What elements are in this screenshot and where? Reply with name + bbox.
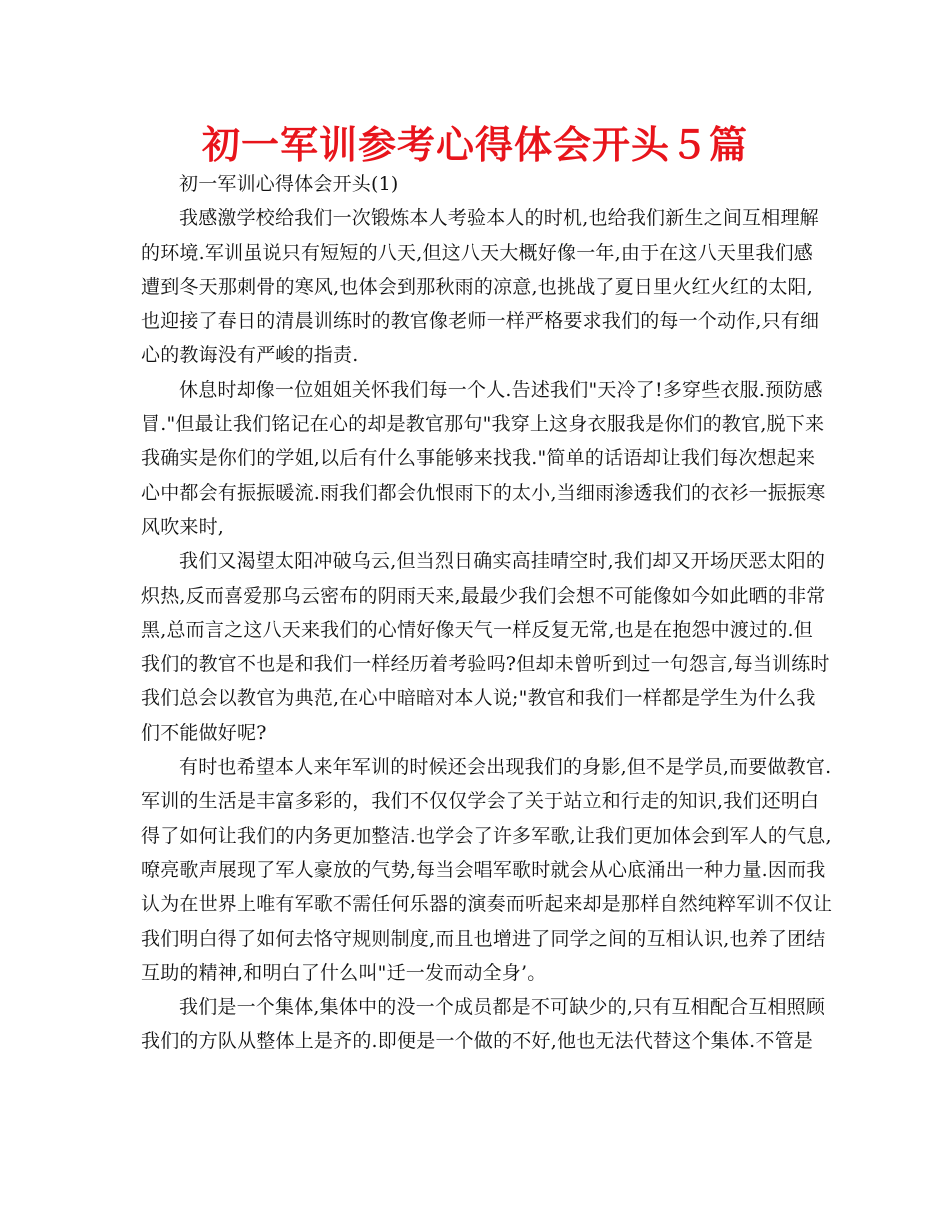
- text-line: 炽热,反而喜爱那乌云密布的阴雨天来,最最少我们会想不可能像如今如此晒的非常: [141, 584, 826, 607]
- text-line: 军训的生活是丰富多彩的，我们不仅仅学会了关于站立和行走的知识,我们还明白: [141, 790, 820, 813]
- text-line: 风吹来时,: [141, 515, 225, 538]
- document-title: 初一军训参考心得体会开头５篇: [201, 123, 748, 167]
- text-line: 嘹亮歌声展现了军人豪放的气势,每当会唱军歌时就会从心底涌出一种力量.因而我: [141, 858, 826, 881]
- text-line: 遭到冬天那刺骨的寒风,也体会到那秋雨的凉意,也挑战了夏日里火红火红的太阳,: [141, 275, 813, 298]
- text-line: 我们是一个集体,集体中的没一个成员都是不可缺少的,只有互相配合互相照顾: [179, 996, 826, 1019]
- text-line: 们不能做好呢?: [141, 721, 267, 744]
- text-line: 休息时却像一位姐姐关怀我们每一个人.告述我们"天冷了!多穿些衣服.预防感: [179, 378, 823, 401]
- text-line: 认为在世界上唯有军歌不需任何乐器的演奏而听起来却是那样自然纯粹军训不仅让: [141, 893, 833, 916]
- text-line: 黑,总而言之这八天来我们的心情好像天气一样反复无常,也是在抱怨中渡过的.但: [141, 618, 813, 641]
- text-line: 冒."但最让我们铭记在心的却是教官那句"我穿上这身衣服我是你们的教官,脱下来: [141, 413, 825, 436]
- text-line: 得了如何让我们的内务更加整洁.也学会了许多军歌,让我们更加体会到军人的气息,: [141, 824, 832, 847]
- text-line: 也迎接了春日的清晨训练时的教官像老师一样严格要求我们的每一个动作,只有细: [141, 310, 820, 333]
- text-line: 我确实是你们的学姐,以后有什么事能够来找我."简单的话语却让我们每次想起来: [141, 447, 816, 470]
- text-line: 我感激学校给我们一次锻炼本人考验本人的时机,也给我们新生之间互相理解: [179, 207, 819, 230]
- text-line: 的环境.军训虽说只有短短的八天,但这八天大概好像一年,由于在这八天里我们感: [141, 241, 813, 264]
- text-line: 心的教诲没有严峻的指责.: [141, 344, 359, 367]
- text-line: 我们总会以教官为典范,在心中暗暗对本人说;"教官和我们一样都是学生为什么我: [141, 687, 816, 710]
- text-line: 心中都会有振振暖流.雨我们都会仇恨雨下的太小,当细雨渗透我们的衣衫一振振寒: [141, 481, 826, 504]
- text-line: 我们的方队从整体上是齐的.即便是一个做的不好,他也无法代替这个集体.不管是: [141, 1030, 813, 1053]
- section-heading: 初一军训心得体会开头(1): [179, 173, 399, 195]
- text-line: 我们的教官不也是和我们一样经历着考验吗?但却未曾听到过一句怨言,每当训练时: [141, 653, 830, 676]
- text-line: 互助的精神,和明白了什么叫"迁一发而动全身’。: [141, 961, 547, 984]
- text-line: 有时也希望本人来年军训的时候还会出现我们的身影,但不是学员,而要做教官.: [179, 756, 832, 779]
- document-body: [141, 167, 833, 1059]
- text-line: 我们明白得了如何去恪守规则制度,而且也增进了同学之间的互相认识,也养了团结: [141, 927, 826, 950]
- text-line: 我们又渴望太阳冲破乌云,但当烈日确实高挂晴空时,我们却又开场厌恶太阳的: [179, 550, 826, 573]
